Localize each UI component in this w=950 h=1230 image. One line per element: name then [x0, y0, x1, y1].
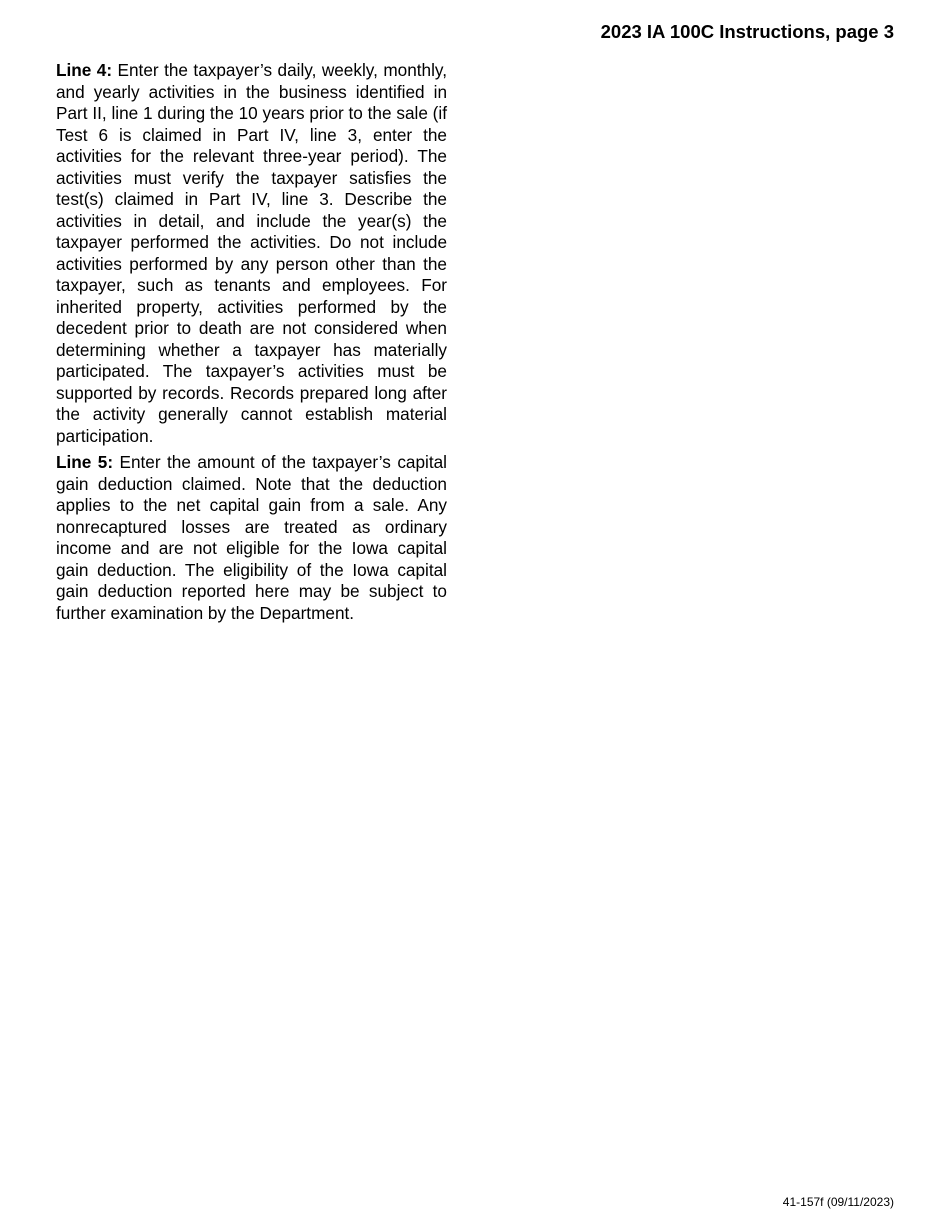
- line-5-heading: Line 5:: [56, 452, 120, 472]
- instructions-column: [56, 60, 447, 629]
- form-number: 41-157f (09/11/2023): [782, 1195, 894, 1209]
- line-5-paragraph: [56, 452, 447, 624]
- line-5-text: Enter the amount of the taxpayer’s capital gain deduction claimed. Note that the deduction applies to the net capital gain from a sale. Any nonrecaptured losses are treated as ordinary income and are not eligible for the Iowa capital gain deduction. The eligibility of the Iowa capital gain deduction reported here may be subject to further examination by the Department.: [56, 452, 447, 623]
- page-title: 2023 IA 100C Instructions, page 3: [600, 21, 894, 42]
- line-4-text: Enter the taxpayer’s daily, weekly, monthly, and yearly activities in the business identified in Part II, line 1 during the 10 years prior to the sale (if Test 6 is claimed in Part IV, line 3, enter the activities for the relevant three-year period). The activities must verify the taxpayer satisfies the test(s) claimed in Part IV, line 3. Describe the activities in detail, and include the year(s) the taxpayer performed the activities. Do not include activities performed by any person other than the taxpayer, such as tenants and employees. For inherited property, activities performed by the decedent prior to death are not considered when determining whether a taxpayer has materially participated. The taxpayer’s activities must be supported by records. Records prepared long after the activity generally cannot establish material participation.: [56, 60, 447, 446]
- line-4-paragraph: [56, 60, 447, 447]
- line-4-heading: Line 4:: [56, 60, 118, 80]
